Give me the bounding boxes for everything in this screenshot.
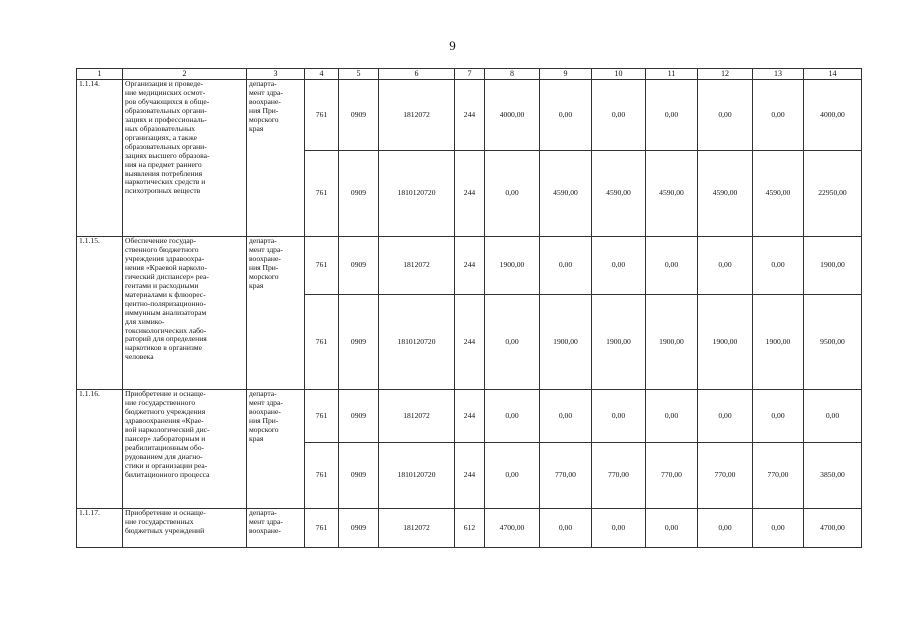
executor-text: департа- мент здра- воохране-: [249, 508, 283, 535]
value-cell: 761: [305, 390, 339, 443]
value-cell: 761: [305, 443, 339, 509]
value-cell: 1812072: [379, 509, 455, 548]
value-cell: 1810120720: [379, 443, 455, 509]
value-cell: 4590,00: [540, 151, 592, 237]
item-description-cell: [123, 80, 247, 237]
value-cell: 1812072: [379, 390, 455, 443]
value-cell: 0,00: [646, 237, 698, 295]
value-cell: 1810120720: [379, 151, 455, 237]
value-cell: 22950,00: [804, 151, 862, 237]
value-cell: 4590,00: [646, 151, 698, 237]
value-cell: 761: [305, 295, 339, 390]
value-cell: 0,00: [698, 80, 753, 151]
item-code-cell: 1.1.15.: [77, 237, 123, 390]
value-cell: 1900,00: [698, 295, 753, 390]
table-body: [77, 80, 862, 548]
value-cell: 3850,00: [804, 443, 862, 509]
value-cell: 4000,00: [485, 80, 540, 151]
value-cell: 244: [455, 237, 485, 295]
value-cell: 0909: [339, 443, 379, 509]
executor-text: департа- мент здра- воохране- ния При- морского края: [249, 79, 283, 133]
value-cell: 770,00: [592, 443, 646, 509]
value-cell: 0909: [339, 390, 379, 443]
value-cell: 0,00: [698, 237, 753, 295]
value-cell: 612: [455, 509, 485, 548]
value-cell: 4590,00: [753, 151, 804, 237]
value-cell: 0,00: [485, 151, 540, 237]
column-header: 8: [485, 69, 540, 80]
item-description-cell: [123, 509, 247, 548]
table-row: [77, 390, 862, 443]
table-row: [77, 509, 862, 548]
item-description-text: Обеспечение государ- ственного бюджетного учреждения здравоохра- нения «Краевой нарколо- гический диспансер» реа- гентами и расходными материалами к флюорес- центно-поляризационно- иммунным анализаторам для химико- токсикологических лабо- раторий для определения наркотиков в организме человека: [125, 236, 209, 362]
value-cell: 1900,00: [646, 295, 698, 390]
value-cell: 0,00: [540, 237, 592, 295]
value-cell: 4000,00: [804, 80, 862, 151]
value-cell: 244: [455, 80, 485, 151]
value-cell: 1900,00: [540, 295, 592, 390]
item-code-cell: 1.1.17.: [77, 509, 123, 548]
item-code-cell: 1.1.16.: [77, 390, 123, 509]
value-cell: 0,00: [646, 80, 698, 151]
value-cell: 770,00: [753, 443, 804, 509]
value-cell: 0909: [339, 237, 379, 295]
value-cell: 0,00: [753, 237, 804, 295]
value-cell: 0,00: [592, 237, 646, 295]
value-cell: 0,00: [592, 80, 646, 151]
value-cell: 4700,00: [485, 509, 540, 548]
value-cell: 0,00: [485, 295, 540, 390]
column-header: 9: [540, 69, 592, 80]
value-cell: 9500,00: [804, 295, 862, 390]
column-header: 7: [455, 69, 485, 80]
value-cell: 0,00: [753, 80, 804, 151]
value-cell: 4590,00: [592, 151, 646, 237]
value-cell: 761: [305, 151, 339, 237]
column-header: 13: [753, 69, 804, 80]
executor-cell: [247, 390, 305, 509]
value-cell: 761: [305, 80, 339, 151]
column-header: 2: [123, 69, 247, 80]
value-cell: 761: [305, 237, 339, 295]
value-cell: 0909: [339, 80, 379, 151]
value-cell: 0,00: [646, 390, 698, 443]
value-cell: 0,00: [485, 390, 540, 443]
value-cell: 1900,00: [485, 237, 540, 295]
value-cell: 1812072: [379, 80, 455, 151]
value-cell: 244: [455, 390, 485, 443]
value-cell: 0,00: [698, 509, 753, 548]
table-row: [77, 237, 862, 295]
value-cell: 770,00: [540, 443, 592, 509]
value-cell: 244: [455, 443, 485, 509]
item-description-cell: [123, 390, 247, 509]
column-header: 14: [804, 69, 862, 80]
page-number: 9: [449, 38, 456, 53]
column-header: 5: [339, 69, 379, 80]
budget-table: [76, 68, 862, 548]
value-cell: 1812072: [379, 237, 455, 295]
value-cell: 0,00: [592, 390, 646, 443]
value-cell: 0,00: [592, 509, 646, 548]
value-cell: 770,00: [698, 443, 753, 509]
value-cell: 4700,00: [804, 509, 862, 548]
executor-text: департа- мент здра- воохране- ния При- морского края: [249, 389, 283, 443]
item-description-text: Приобретение и оснаще- ние государственного бюджетного учреждения здравоохранения «Крае- вой наркологический дис- пансер» лабораторным и реабилитационным обо- рудованием для диагно- стики и организации реа- билитационного процесса: [125, 389, 210, 479]
value-cell: 1900,00: [753, 295, 804, 390]
value-cell: 0909: [339, 509, 379, 548]
column-header: 4: [305, 69, 339, 80]
value-cell: 0,00: [753, 509, 804, 548]
value-cell: 0909: [339, 295, 379, 390]
value-cell: 0,00: [540, 390, 592, 443]
value-cell: 0,00: [540, 509, 592, 548]
executor-cell: [247, 509, 305, 548]
value-cell: 0,00: [804, 390, 862, 443]
column-header: 10: [592, 69, 646, 80]
value-cell: 0909: [339, 151, 379, 237]
value-cell: 1810120720: [379, 295, 455, 390]
column-header: 6: [379, 69, 455, 80]
value-cell: 770,00: [646, 443, 698, 509]
value-cell: 0,00: [698, 390, 753, 443]
executor-cell: [247, 80, 305, 237]
value-cell: 0,00: [646, 509, 698, 548]
item-code-cell: 1.1.14.: [77, 80, 123, 237]
item-description-text: Приобретение и оснаще- ние государственных бюджетных учреждений: [125, 508, 206, 535]
value-cell: 244: [455, 151, 485, 237]
column-header: 12: [698, 69, 753, 80]
column-header: 1: [77, 69, 123, 80]
column-number-row: [77, 69, 862, 80]
value-cell: 0,00: [753, 390, 804, 443]
value-cell: 244: [455, 295, 485, 390]
value-cell: 761: [305, 509, 339, 548]
value-cell: 1900,00: [804, 237, 862, 295]
executor-cell: [247, 237, 305, 390]
item-description-text: Организация и проведе- ние медицинских осмот- ров обучающихся в обще- образовательных органи- зациях и профессиональ- ных образовательных организациях, а также образовательных органи- зациях высшего образова- ния на предмет раннего выявления потребления наркотических средств и психотропных веществ: [125, 79, 210, 196]
column-header: 11: [646, 69, 698, 80]
value-cell: 0,00: [485, 443, 540, 509]
value-cell: 1900,00: [592, 295, 646, 390]
value-cell: 4590,00: [698, 151, 753, 237]
table-row: [77, 80, 862, 151]
column-header: 3: [247, 69, 305, 80]
value-cell: 0,00: [540, 80, 592, 151]
item-description-cell: [123, 237, 247, 390]
executor-text: департа- мент здра- воохране- ния При- морского края: [249, 236, 283, 290]
